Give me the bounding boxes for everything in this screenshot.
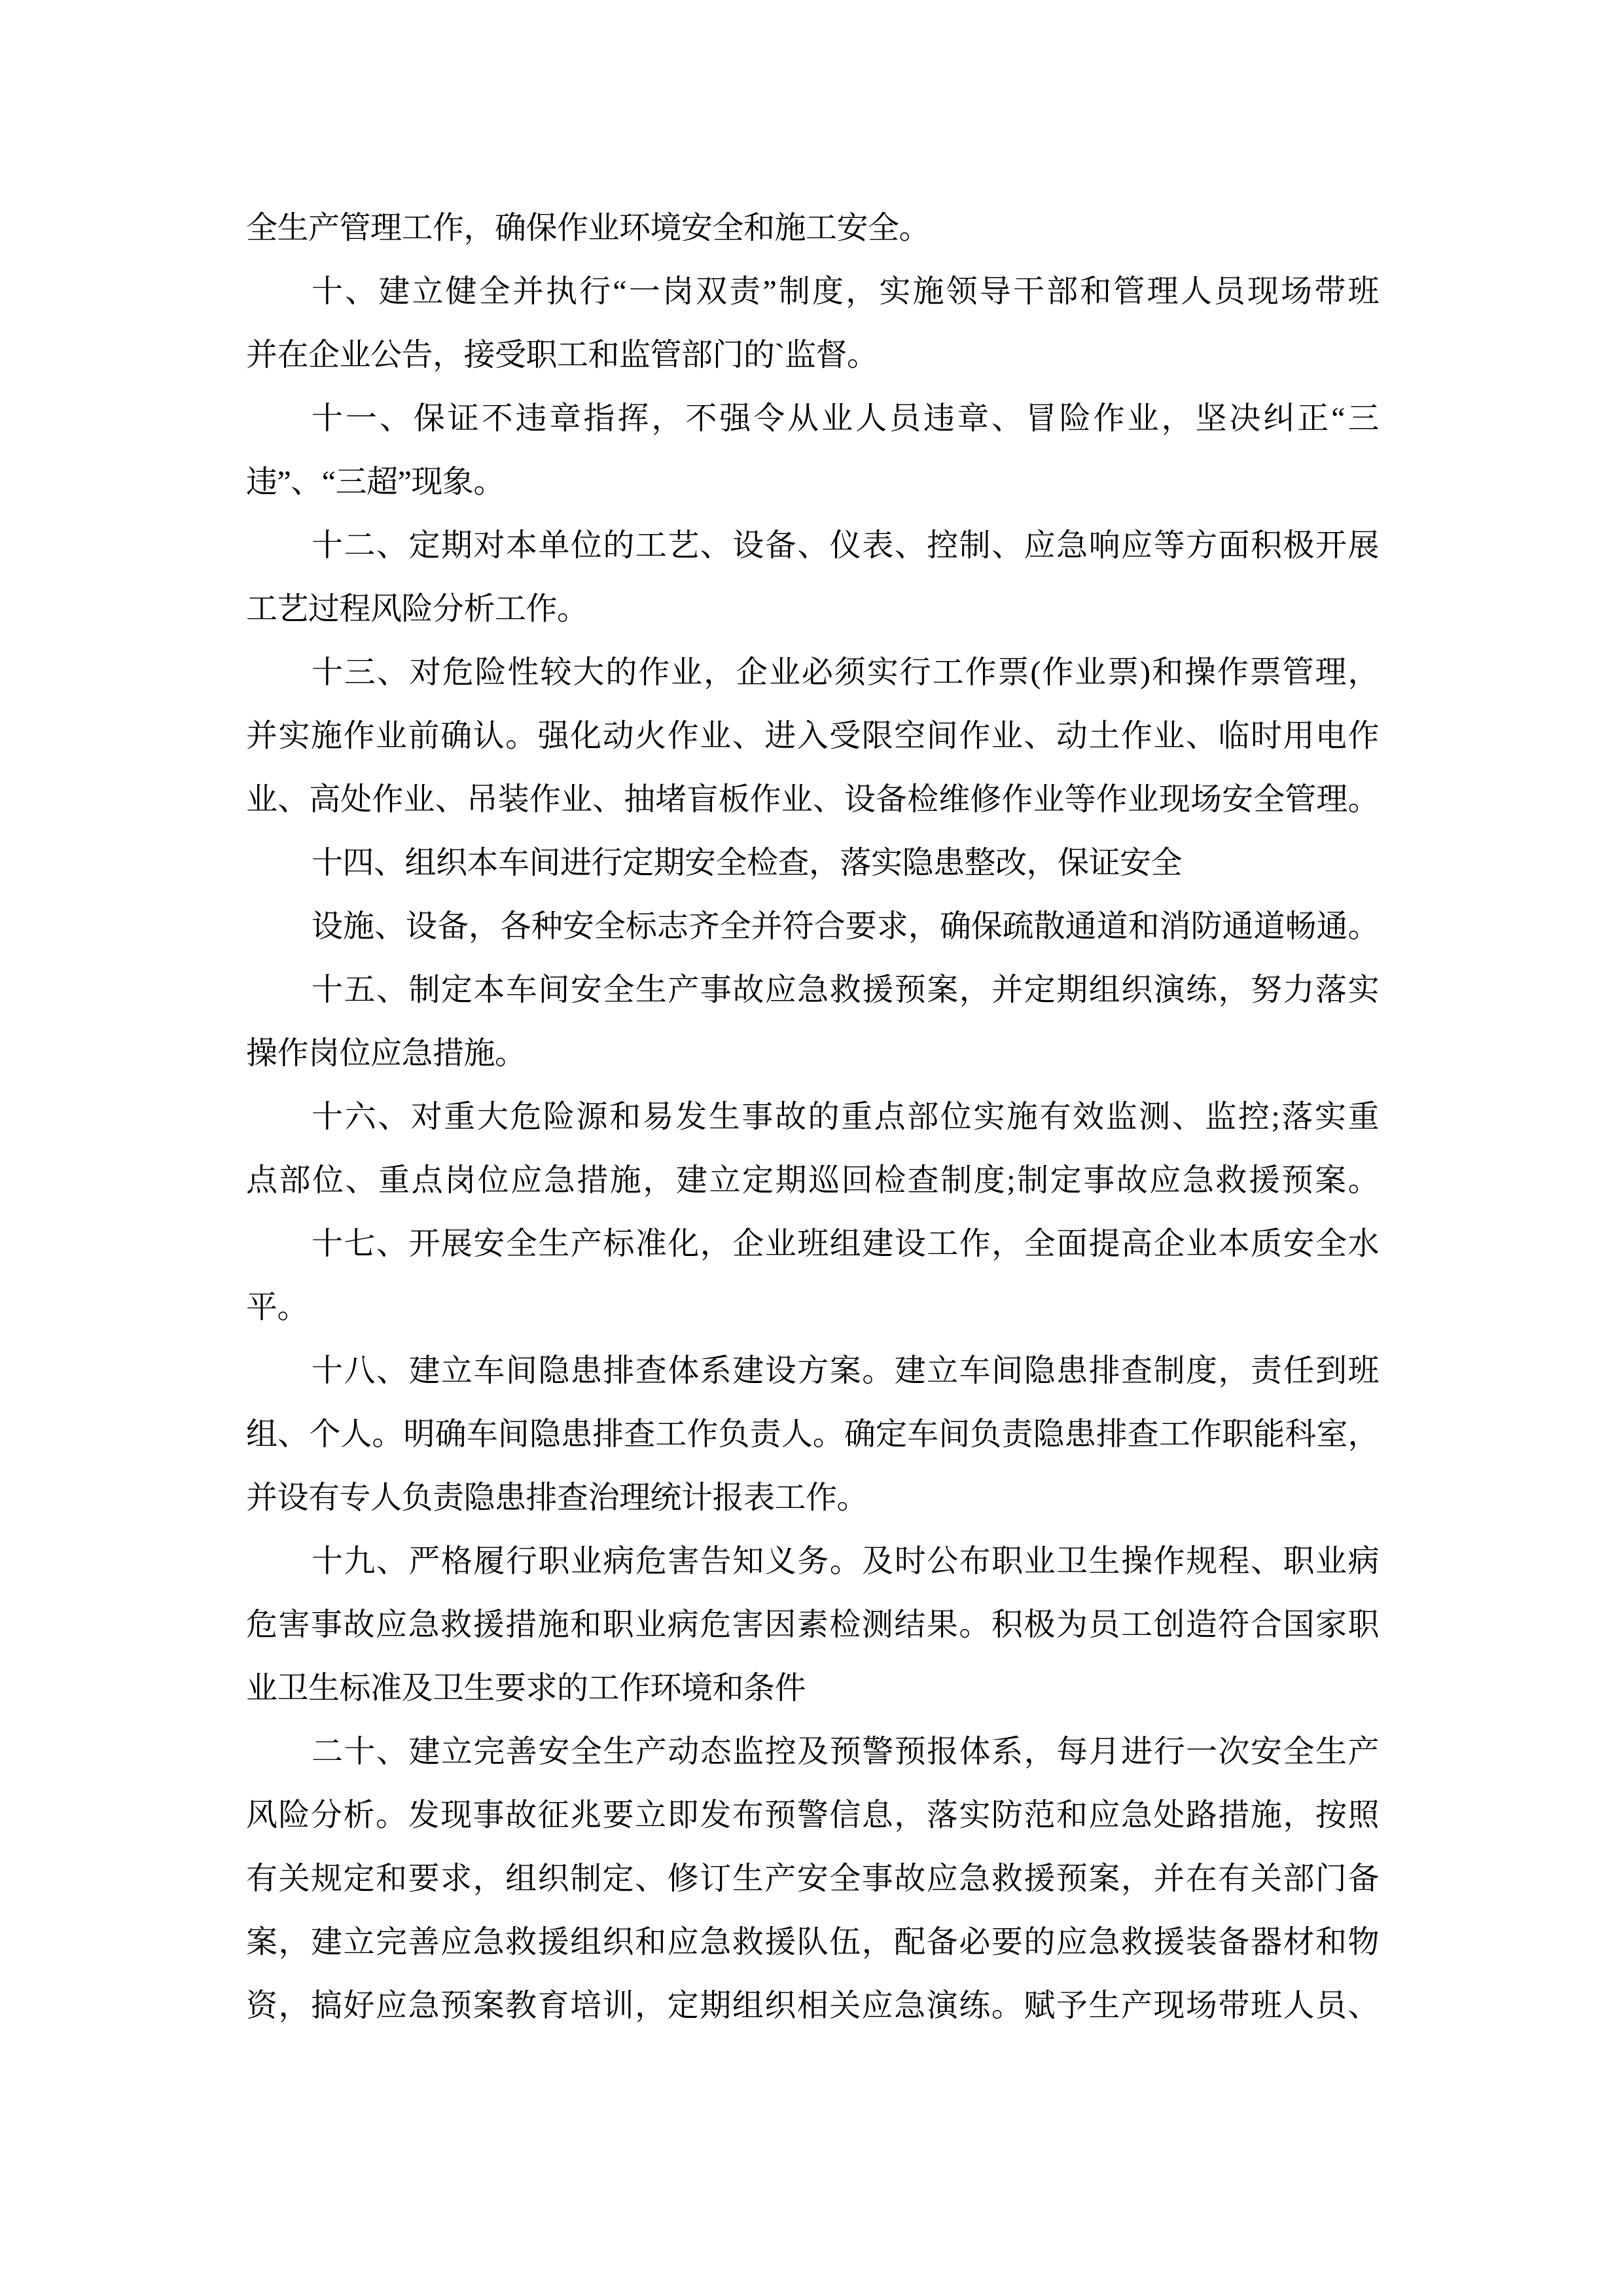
text-line: 全生产管理工作，确保作业环境安全和施工安全。 <box>246 211 931 245</box>
text-line: 十、建立健全并执行“一岗双责”制度，实施领导干部和管理人员现场带班 <box>312 274 1379 309</box>
text-line: 有关规定和要求，组织制定、修订生产安全事故应急救援预案，并在有关部门备 <box>246 1861 1379 1896</box>
text-line: 十二、定期对本单位的工艺、设备、仪表、控制、应急响应等方面积极开展 <box>312 528 1379 563</box>
text-line: 设施、设备，各种安全标志齐全并符合要求，确保疏散通道和消防通道畅通。 <box>312 909 1379 944</box>
text-line: 十四、组织本车间进行定期安全检查，落实隐患整改，保证安全 <box>312 846 1183 880</box>
text-line: 十八、建立车间隐患排查体系建设方案。建立车间隐患排查制度，责任到班 <box>312 1354 1379 1388</box>
text-line: 平。 <box>246 1290 309 1325</box>
text-line: 十七、开展安全生产标准化，企业班组建设工作，全面提高企业本质安全水 <box>312 1227 1379 1261</box>
text-line: 组、个人。明确车间隐患排查工作负责人。确定车间负责隐患排查工作职能科室， <box>246 1417 1379 1452</box>
text-line: 二十、建立完善安全生产动态监控及预警预报体系，每月进行一次安全生产 <box>312 1734 1379 1769</box>
text-line: 十三、对危险性较大的作业，企业必须实行工作票(作业票)和操作票管理， <box>312 655 1379 690</box>
text-line: 并在企业公告，接受职工和监管部门的`监督。 <box>246 338 878 372</box>
text-line: 业卫生标准及卫生要求的工作环境和条件 <box>246 1671 806 1706</box>
text-line: 十五、制定本车间安全生产事故应急救援预案，并定期组织演练，努力落实 <box>312 973 1379 1007</box>
text-line: 点部位、重点岗位应急措施，建立定期巡回检查制度;制定事故应急救援预案。 <box>246 1163 1379 1198</box>
text-line: 工艺过程风险分析工作。 <box>246 592 588 626</box>
text-line: 十九、严格履行职业病危害告知义务。及时公布职业卫生操作规程、职业病 <box>312 1544 1379 1579</box>
text-line: 危害事故应急救援措施和职业病危害因素检测结果。积极为员工创造符合国家职 <box>246 1607 1379 1642</box>
text-line: 违”、“三超”现象。 <box>246 465 505 499</box>
text-line: 资，搞好应急预案教育培训，定期组织相关应急演练。赋予生产现场带班人员、 <box>246 1988 1379 2023</box>
text-line: 并实施作业前确认。强化动火作业、进入受限空间作业、动土作业、临时用电作 <box>246 719 1379 753</box>
text-line: 案，建立完善应急救援组织和应急救援队伍，配备必要的应急救援装备器材和物 <box>246 1925 1379 1960</box>
text-line: 风险分析。发现事故征兆要立即发布预警信息，落实防范和应急处路措施，按照 <box>246 1798 1379 1833</box>
text-line: 业、高处作业、吊装作业、抽堵盲板作业、设备检维修作业等作业现场安全管理。 <box>246 782 1379 817</box>
text-line: 十六、对重大危险源和易发生事故的重点部位实施有效监测、监控;落实重 <box>312 1100 1379 1134</box>
text-line: 操作岗位应急措施。 <box>246 1036 526 1071</box>
text-line: 十一、保证不违章指挥，不强令从业人员违章、冒险作业，坚决纠正“三 <box>312 401 1379 436</box>
text-line: 并设有专人负责隐患排查治理统计报表工作。 <box>246 1480 868 1515</box>
